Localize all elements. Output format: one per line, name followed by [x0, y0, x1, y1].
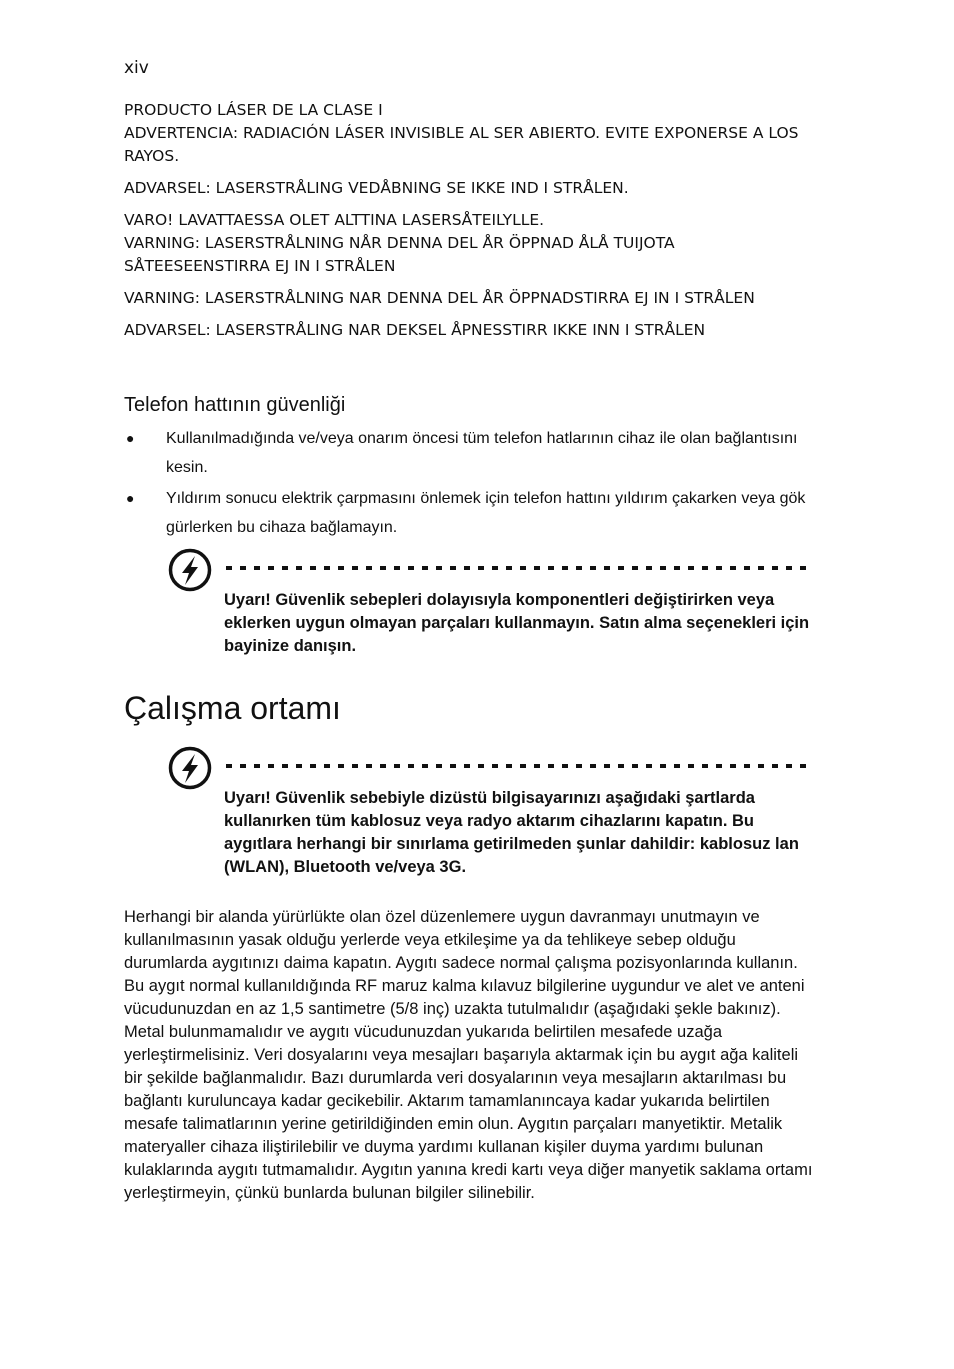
laser-notice-sv [124, 287, 814, 310]
laser-notice-no [124, 319, 814, 342]
work-environment-body: Herhangi bir alanda yürürlükte olan özel düzenlemere uygun davranmayı unutmayın ve kullanılmasının yasak olduğu yerlerde veya etkileşime ya da tehlikeye sebep olduğu durumlarda aygıtınızı daima kapatın. Aygıtı sadece normal çalışma pozisyonlarında kullanın. Bu aygıt normal kullanıldığında RF maruz kalma kılavuz bilgilerine uygundur ve alet ve anteni vücudunuzdan en az 1,5 santimetre (5/8 inç) uzakta tutulmalıdır (aşağıdaki şekle bakınız). Metal bulunmamalıdır ve aygıtı vücudunuzdan yukarıda belirtilen mesafede uzağa yerleştirmelisiniz. Veri dosyalarını veya mesajları başarıyla aktarmak için bu aygıt ağa kaliteli bir şekilde bağlanmalıdır. Bazı durumlarda veri dosyalarının veya mesajların aktarılması bu bağlantı kuruluncaya kadar gecikebilir. Aktarım tamamlanıncaya kadar yukarıda belirtilen mesafe talimatlarının yerine getirildiğinden emin olun. Aygıtın parçaları manyetiktir. Metalik materyaller cihaza iliştirilebilir ve duyma yardımı kullanan kişiler duyma yardımı bulunan kulaklarında aygıtı tutmamalıdır. Aygıtın yanına kredi kartı veya diğer manyetik saklama ortamı yerleştirmeyin, çünkü bunlarda bulunan bilgiler silinebilir. [124, 908, 813, 1202]
laser-notice-da [124, 177, 814, 200]
lightning-warning-icon [168, 746, 212, 790]
bullet-icon: ● [126, 490, 135, 506]
laser-notices [124, 99, 814, 351]
phone-line-list [124, 424, 814, 544]
work-environment-warning [168, 746, 814, 886]
page-number: xiv [124, 58, 149, 78]
laser-notice-fi-sv-text: VARO! LAVATTAESSA OLET ALTTINA LASERSÅTEILYLLE. VARNING: LASERSTRÅLNING NÅR DENNA DEL ÅR ÖPPNAD ÅLÅ TUIJOTA SÅTEESEENSTIRRA EJ IN I STRÅLEN [124, 211, 675, 275]
bullet-icon: ● [126, 430, 135, 446]
lightning-warning-icon [168, 548, 212, 592]
laser-notice-sv-text: VARNING: LASERSTRÅLNING NAR DENNA DEL ÅR ÖPPNADSTIRRA EJ IN I STRÅLEN [124, 289, 755, 307]
list-item-text: Kullanılmadığında ve/veya onarım öncesi tüm telefon hatlarının cihaz ile olan bağlantısını kesin. [166, 430, 798, 476]
laser-notice-es [124, 99, 814, 168]
laser-notice-fi-sv [124, 209, 814, 278]
list-item [124, 424, 814, 482]
section-title: Çalışma ortamı [124, 690, 341, 726]
laser-notice-da-text: ADVARSEL: LASERSTRÅLING VEDÅBNING SE IKKE IND I STRÅLEN. [124, 179, 629, 197]
laser-notice-no-text: ADVARSEL: LASERSTRÅLING NAR DEKSEL ÅPNESSTIRR IKKE INN I STRÅLEN [124, 321, 706, 339]
warning-divider [226, 566, 808, 570]
list-item [124, 484, 814, 542]
laser-notice-es-text: PRODUCTO LÁSER DE LA CLASE I ADVERTENCIA: RADIACIÓN LÁSER INVISIBLE AL SER ABIERTO. EVITE EXPONERSE A LOS RAYOS. [124, 101, 799, 165]
phone-line-warning [168, 548, 814, 660]
warning-divider [226, 764, 808, 768]
work-environment-warning-text: Uyarı! Güvenlik sebebiyle dizüstü bilgisayarınızı aşağıdaki şartlarda kullanırken tüm kablosuz veya radyo aktarım cihazlarını kapatın. Bu aygıtlara herhangi bir sınırlama getirilmeden şunlar dahildir: kablosuz lan (WLAN), Bluetooth ve/veya 3G. [224, 789, 799, 876]
list-item-text: Yıldırım sonucu elektrik çarpmasını önlemek için telefon hattını yıldırım çakarken veya gök gürlerken bu cihaza bağlamayın. [166, 490, 806, 536]
phone-line-warning-text: Uyarı! Güvenlik sebepleri dolayısıyla komponentleri değiştirirken veya eklerken uygun olmayan parçaları kullanmayın. Satın alma seçenekleri için bayinize danışın. [224, 591, 810, 655]
phone-line-heading: Telefon hattının güvenliği [124, 394, 346, 416]
